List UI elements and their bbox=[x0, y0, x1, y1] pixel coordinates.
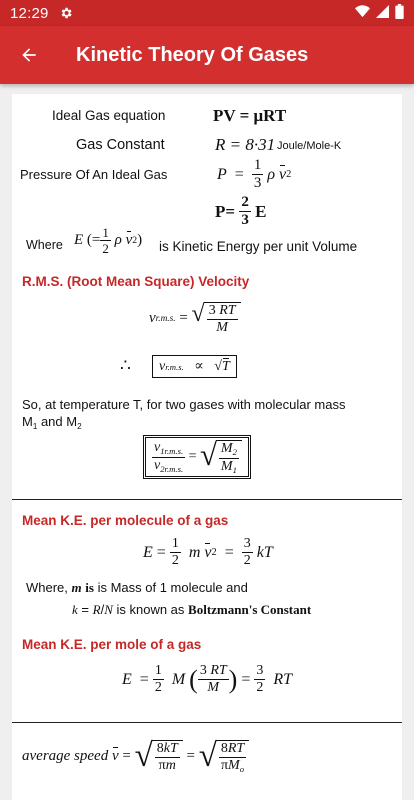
section-divider-2 bbox=[12, 722, 402, 723]
ke-label: is Kinetic Energy per unit Volume bbox=[159, 239, 358, 254]
battery-icon bbox=[395, 4, 404, 23]
ke-molecule-formula: E = $\frac{1}{2}$ m v 2 = $\frac{3}{2}$ kT bbox=[143, 536, 273, 568]
rms-ratio-formula: $\frac{v_{1r.m.s.}}{v_{2r.m.s.}}$ = √ $\frac{M_2}{M_1}$ bbox=[143, 435, 251, 479]
settings-gear-icon bbox=[59, 6, 73, 20]
signal-icon bbox=[376, 5, 389, 22]
wifi-icon bbox=[355, 5, 370, 22]
ke-where-line: Where, m is is Mass of 1 molecule and bbox=[26, 580, 248, 595]
ideal-gas-label: Ideal Gas equation bbox=[52, 108, 166, 123]
content-area[interactable] bbox=[0, 84, 414, 800]
gas-constant-label: Gas Constant bbox=[76, 137, 165, 153]
rms-formula: v r.m.s. = √ $\frac{3 RT}{M}$ bbox=[149, 302, 241, 335]
status-time: 12:29 bbox=[10, 4, 49, 22]
gas-constant-unit: Joule/Mole-K bbox=[277, 140, 342, 152]
ke-mole-formula: E = $\frac{1}{2}$ M ( $\frac{3 RT}{M}$ ) = $\frac{3}{2}$ RT bbox=[122, 663, 293, 695]
page-title: Kinetic Theory Of Gases bbox=[76, 43, 309, 66]
average-speed-formula: average speed v = √ $\frac{8kT}{\pi m}$ = √ $\frac{8RT}{\pi M_o}$ bbox=[22, 740, 249, 774]
ke-molecule-heading: Mean K.E. per molecule of a gas bbox=[22, 513, 229, 528]
rms-proportional: v r.m.s. ∝ √ T bbox=[152, 355, 237, 378]
ideal-gas-equation: PV = μRT bbox=[213, 106, 287, 125]
boltzmann-line: k = R/N is known as Boltzmann's Constant bbox=[72, 602, 312, 617]
pressure-label: Pressure Of An Ideal Gas bbox=[20, 167, 168, 182]
back-arrow-icon bbox=[19, 45, 39, 65]
section-divider bbox=[12, 499, 402, 500]
app-bar bbox=[0, 26, 414, 84]
formula-card bbox=[12, 94, 402, 800]
temperature-text-line2: $M_1$ and $M_2$ bbox=[22, 414, 82, 431]
status-bar bbox=[0, 0, 414, 26]
energy-definition: E (= $\frac{1}{2}$ ρ v 2 ) bbox=[74, 225, 143, 256]
gas-constant-equation: R = 8·31 bbox=[215, 135, 276, 154]
where-label: Where bbox=[26, 238, 63, 252]
back-button[interactable] bbox=[0, 26, 58, 84]
pressure-energy-equation: P= $\frac{2}{3}$ E bbox=[215, 194, 267, 228]
ke-mole-heading: Mean K.E. per mole of a gas bbox=[22, 637, 202, 652]
temperature-text-line1: So, at temperature T, for two gases with molecular mass bbox=[22, 397, 346, 412]
pressure-equation: P = $\frac{1}{3}$ ρ v 2 bbox=[217, 157, 292, 191]
therefore-symbol: ∴ bbox=[120, 356, 131, 375]
rms-heading: R.M.S. (Root Mean Square) Velocity bbox=[22, 274, 250, 289]
